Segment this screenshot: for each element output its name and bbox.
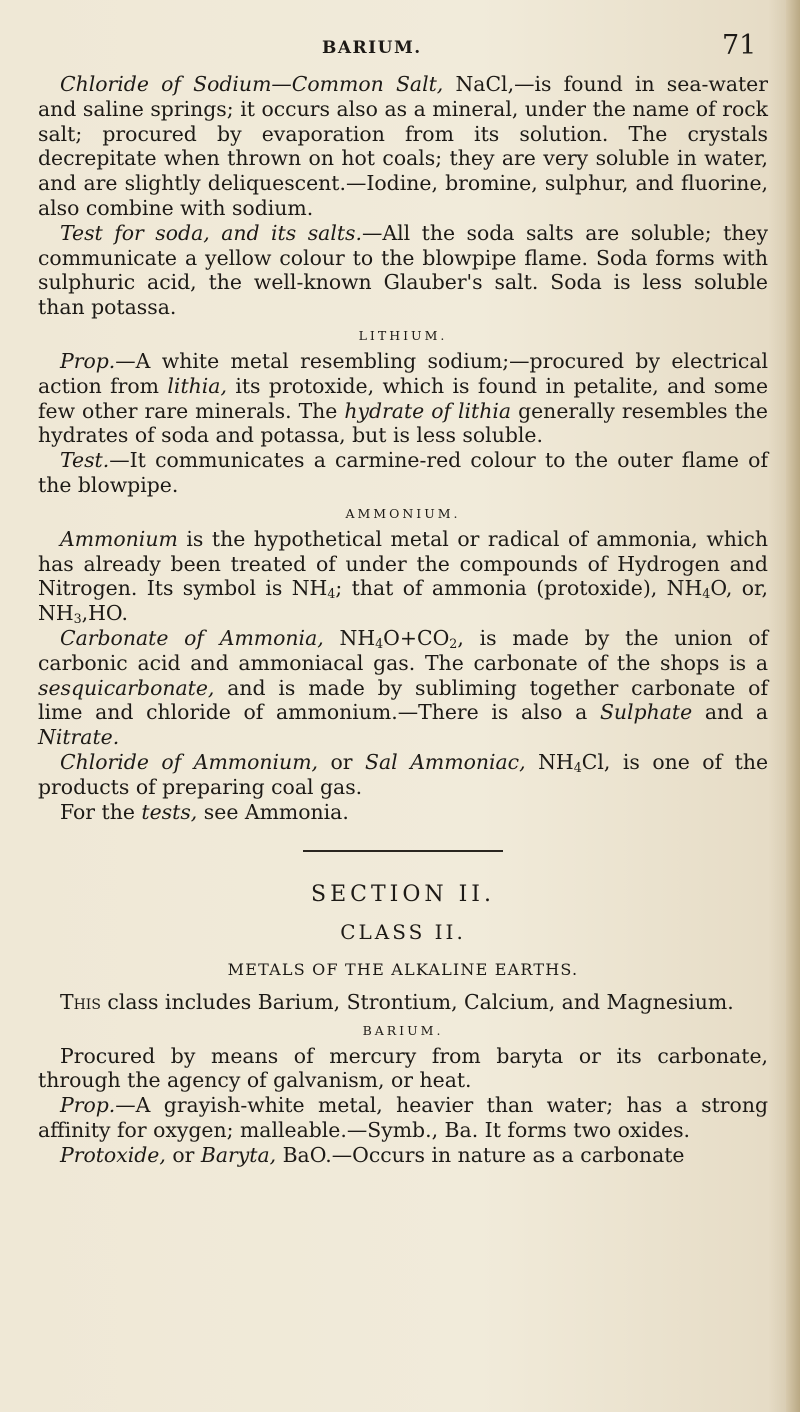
paragraph-class-intro: [38, 990, 768, 1015]
carbonate-formula-2: O+CO: [383, 625, 450, 650]
protoxide-title: Protoxide,: [60, 1142, 166, 1167]
ammonium-intro-text-1: is the hypothetical metal or radical of ammonia, which has already been treated of under the compounds of Hydrogen and Nitrogen. Its symbol is NH: [38, 526, 768, 601]
lithium-hydrate: hydrate of lithia: [344, 398, 512, 423]
carbonate-formula-1: NH: [339, 625, 376, 650]
group-title: METALS OF THE ALKALINE EARTHS.: [227, 959, 579, 979]
paragraph-barium-prop: [38, 1093, 768, 1143]
paragraph-chloride-of-ammonium: [38, 750, 768, 800]
ammonium-sub-1: 4: [327, 586, 336, 602]
ammonium-intro-text-2: ; that of ammonia (protoxide), NH: [335, 576, 703, 601]
paragraph-barium-procured: [38, 1044, 768, 1094]
barium-prop-text: —A grayish-white metal, heavier than water; has a strong affinity for oxygen; malleable.—Symb., Ba. It forms two oxides.: [38, 1093, 768, 1142]
heading-ammonium: AMMONIUM.: [345, 505, 461, 521]
running-head: BARIUM.: [322, 38, 422, 58]
chloride-ammonium-text: is one of the products of preparing coal gas.: [38, 749, 769, 799]
page-edge: [786, 0, 800, 1412]
barium-prop-label: Prop.: [60, 1093, 116, 1118]
carbonate-sulphate: Sulphate: [599, 700, 693, 725]
chloride-sodium-text: —is found in sea-water and saline springs; it occurs also as a mineral, under the name of rock salt; procured by evaporation from its solution. The crystals decrepitate when thrown on hot coals; they are very soluble in water, and are slightly deliquescent.—Iodine, bromine, sulphur, and fluorine, also combine with sodium.: [38, 72, 768, 220]
tests-text-1: For the: [60, 799, 135, 824]
carbonate-sub-2: 2: [449, 636, 458, 652]
lithium-prop-text-2: its protoxide, which is found in petalite, and some few other rare minerals. The: [38, 373, 769, 423]
chloride-ammonium-formula-1: NH: [538, 749, 574, 774]
carbonate-text-1: , is made by the union of carbonic acid and ammoniacal gas. The carbonate of the shops is a: [38, 625, 769, 675]
chloride-sodium-title: Chloride of Sodium—Common Salt,: [60, 72, 444, 96]
section-divider: [303, 850, 503, 852]
carbonate-text-2: and is made by subliming together carbonate of lime and chloride of ammonium.—There is also a: [38, 675, 768, 725]
lithium-lithia: lithia,: [167, 373, 227, 398]
paragraph-chloride-of-sodium: [38, 72, 768, 221]
test-soda-text: —All the soda salts are soluble; they communicate a yellow colour to the blowpipe flame. Soda forms with sulphuric acid, the well-known Glauber's salt. Soda is less soluble than potassa.: [38, 220, 768, 320]
page-body: [38, 72, 768, 1168]
ammonium-sub-3: 3: [73, 611, 82, 627]
heading-lithium: LITHIUM.: [358, 327, 448, 343]
carbonate-sesqui: sesquicarbonate,: [38, 675, 215, 700]
carbonate-and: and a: [704, 700, 769, 725]
page-number: 71: [722, 30, 757, 61]
ammonium-intro-text-3: O, or, NH: [38, 576, 768, 626]
section-title: SECTION II.: [311, 881, 495, 907]
ammonium-term: Ammonium: [60, 526, 178, 551]
chloride-ammonium-sal: Sal Ammoniac,: [365, 749, 526, 774]
heading-barium: BARIUM.: [362, 1022, 444, 1038]
paragraph-test-for-soda: [38, 221, 768, 320]
chloride-ammonium-title: Chloride of Ammonium,: [60, 749, 319, 774]
carbonate-title: Carbonate of Ammonia,: [60, 625, 324, 650]
test-soda-title: Test for soda, and its salts.: [60, 220, 362, 245]
lithium-test-text: —It communicates a carmine-red colour to the outer flame of the blowpipe.: [38, 448, 768, 497]
ammonium-intro-text-4: ,HO.: [81, 601, 128, 626]
tests-word: tests,: [141, 799, 198, 824]
ammonium-sub-2: 4: [702, 586, 711, 602]
chloride-ammonium-formula-2: Cl,: [581, 749, 611, 774]
class-intro-lead: This: [60, 989, 101, 1014]
protoxide-or: or: [172, 1142, 195, 1167]
paragraph-ammonium-tests: [38, 800, 768, 825]
paragraph-lithium-prop: [38, 349, 768, 448]
chloride-ammonium-or: or: [330, 749, 353, 774]
lithium-prop-text-1: —A white metal resembling sodium;—procured by electrical action from: [38, 348, 768, 398]
class-title: CLASS II.: [340, 919, 466, 944]
paragraph-lithium-test: [38, 448, 768, 498]
tests-text-2: see Ammonia.: [203, 799, 349, 824]
lithium-test-label: Test.: [60, 448, 110, 473]
paragraph-barium-protoxide: [38, 1143, 768, 1168]
class-intro-text: class includes Barium, Strontium, Calcium, and Magnesium.: [107, 989, 734, 1014]
paragraph-ammonium-intro: [38, 527, 768, 626]
paragraph-carbonate-of-ammonia: [38, 626, 768, 750]
page-header: [0, 30, 800, 70]
lithium-prop-label: Prop.: [60, 348, 116, 373]
protoxide-baryta: Baryta,: [200, 1142, 277, 1167]
barium-procured-text: Procured by means of mercury from baryta or its carbonate, through the agency of galvanism, or heat.: [38, 1043, 768, 1093]
chloride-sodium-formula: NaCl,: [455, 72, 515, 96]
protoxide-text: BaO.—Occurs in nature as a carbonate: [282, 1142, 685, 1167]
lithium-prop-text-3: generally resembles the hydrates of soda and potassa, but is less soluble.: [38, 398, 768, 448]
carbonate-nitrate: Nitrate.: [38, 725, 120, 750]
chloride-ammonium-sub: 4: [573, 760, 582, 776]
carbonate-sub-1: 4: [375, 636, 384, 652]
